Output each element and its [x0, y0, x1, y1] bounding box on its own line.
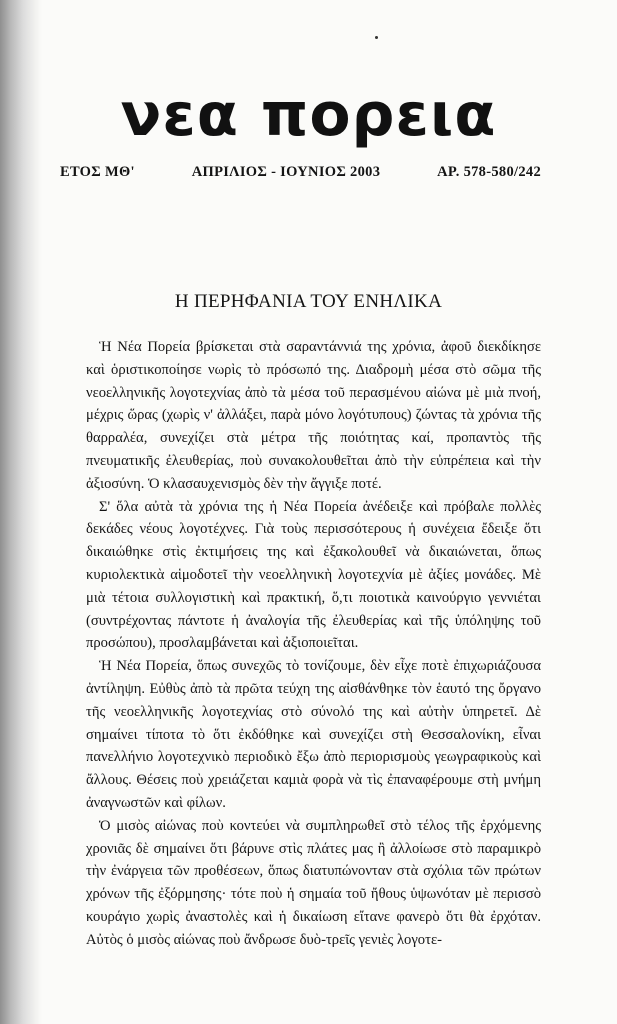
issue-date: ΑΠΡΙΛΙΟΣ - ΙΟΥΝΙΟΣ 2003 — [191, 164, 381, 180]
masthead-logo: νεα πορεια — [120, 80, 497, 150]
paragraph: Ἡ Νέα Πορεία βρίσκεται στὰ σαραντάννιά της χρόνια, ἀφοῦ διεκδίκησε καὶ ὁριστικοποίησε νωρὶς τὸ πρόσωπό της. Διαδρομὴ μέσα στὸ σῶμα τῆς νεοελληνικῆς λογοτεχνίας ἀπὸ τὰ μέσα τοῦ περασμένου αἰώνα μὲ μιὰ πνοή, μέχρις ὥρας (χωρὶς ν' ἀλλάξει, παρὰ μόνο λογότυπους) ζώντας τὰ χρόνια τῆς θαρραλέα, συνεχίζει στὰ μέτρα τῆς ποιότητας καί, προπαντὸς τῆς πνευματικῆς ἐλευθερίας, ποὺ συνακολουθεῖται ἀπὸ τὴν εὐπρέπεια καὶ τὴν ἀξιοσύνη. Ὁ κλασαυχενισμὸς δὲν τὴν ἄγγιξε ποτέ. — [86, 339, 541, 492]
paragraph: Ὁ μισὸς αἰώνας ποὺ κοντεύει νὰ συμπληρωθεῖ στὸ τέλος τῆς ἐρχόμενης χρονιᾶς δὲ σημαίνει ὅτι βάρυνε στὶς πλάτες μας ἢ ἀλλοίωσε στὸ παραμικρὸ τὴν ἐνάργεια τῶν προθέσεων, ὅπως διατυπώνονταν στὰ σχόλια τῶν πρώτων χρόνων τῆς ἐξόρμησης· τότε ποὺ ἡ σημαία τοῦ ἤθους ὑψωνόταν μὲ περισσὸ κουράγιο χωρὶς ἀναστολὲς καὶ ἡ δικαίωση εἴτανε φανερὸ ὅτι θὰ ἐρχόταν. Αὐτὸς ὁ μισὸς αἰώνας ποὺ ἄνδρωσε δυὸ-τρεῖς γενιὲς λογοτε- — [86, 817, 541, 948]
page-spine-shadow — [0, 0, 42, 1024]
print-speck — [375, 36, 378, 39]
article-title: Η ΠΕΡΗΦΑΝΙΑ ΤΟΥ ΕΝΗΛΙΚΑ — [174, 291, 443, 312]
issue-info-line — [60, 164, 541, 184]
paragraph: Σ' ὅλα αὐτὰ τὰ χρόνια της ἡ Νέα Πορεία ἀνέδειξε καὶ πρόβαλε πολλὲς δεκάδες νέους λογοτέχνες. Γιὰ τοὺς περισσότερους ἡ συνέχεια ἔδειξε ὅτι δικαιώθηκε στὶς ἐκτιμήσεις της καὶ ἐξακολουθεῖ νὰ δικαιώνεται, ὅπως κυριολεκτικὰ αἱμοδοτεῖ τὴν νεοελληνικὴ λογοτεχνία μὲ ἀξίες μονάδες. Μὲ μιὰ τέτοια συλλογιστικὴ καὶ πρακτική, ὅ,τι ποιοτικὰ καινούργιο γεννιέται (συντρέχοντας πάντοτε ἡ ἀναλογία τῆς ἐλευθερίας καὶ τῆς ὑπόληψης τοῦ προσώπου), προσλαμβάνεται καὶ ἀξιοποιεῖται. — [86, 498, 541, 652]
issue-number: ΑΡ. 578-580/242 — [437, 164, 541, 180]
issue-year: ΕΤΟΣ ΜΘ' — [60, 164, 135, 180]
article-body — [86, 336, 541, 952]
paragraph: Ἡ Νέα Πορεία, ὅπως συνεχῶς τὸ τονίζουμε, δὲν εἶχε ποτὲ ἐπιχωριάζουσα ἀντίληψη. Εὐθὺς ἀπὸ τὰ πρῶτα τεύχη της αἰσθάνθηκε τὸν ἑαυτό της ὄργανο τῆς νεοελληνικῆς λογοτεχνίας στὸ σύνολό της καὶ αὐτὴν ὑπηρετεῖ. Δὲ σημαίνει τίποτα τὸ ὅτι ἐκδόθηκε καὶ συνεχίζει στὴ Θεσσαλονίκη, εἶναι πανελλήνιο λογοτεχνικὸ περιοδικὸ ἔξω ἀπὸ περιορισμοὺς γεωγραφικοὺς καὶ ἄλλους. Θέσεις ποὺ χρειάζεται καμιὰ φορὰ νὰ τὶς ἐπαναφέρουμε στὴ μνήμη ἀναγνωστῶν καὶ φίλων. — [86, 658, 541, 811]
